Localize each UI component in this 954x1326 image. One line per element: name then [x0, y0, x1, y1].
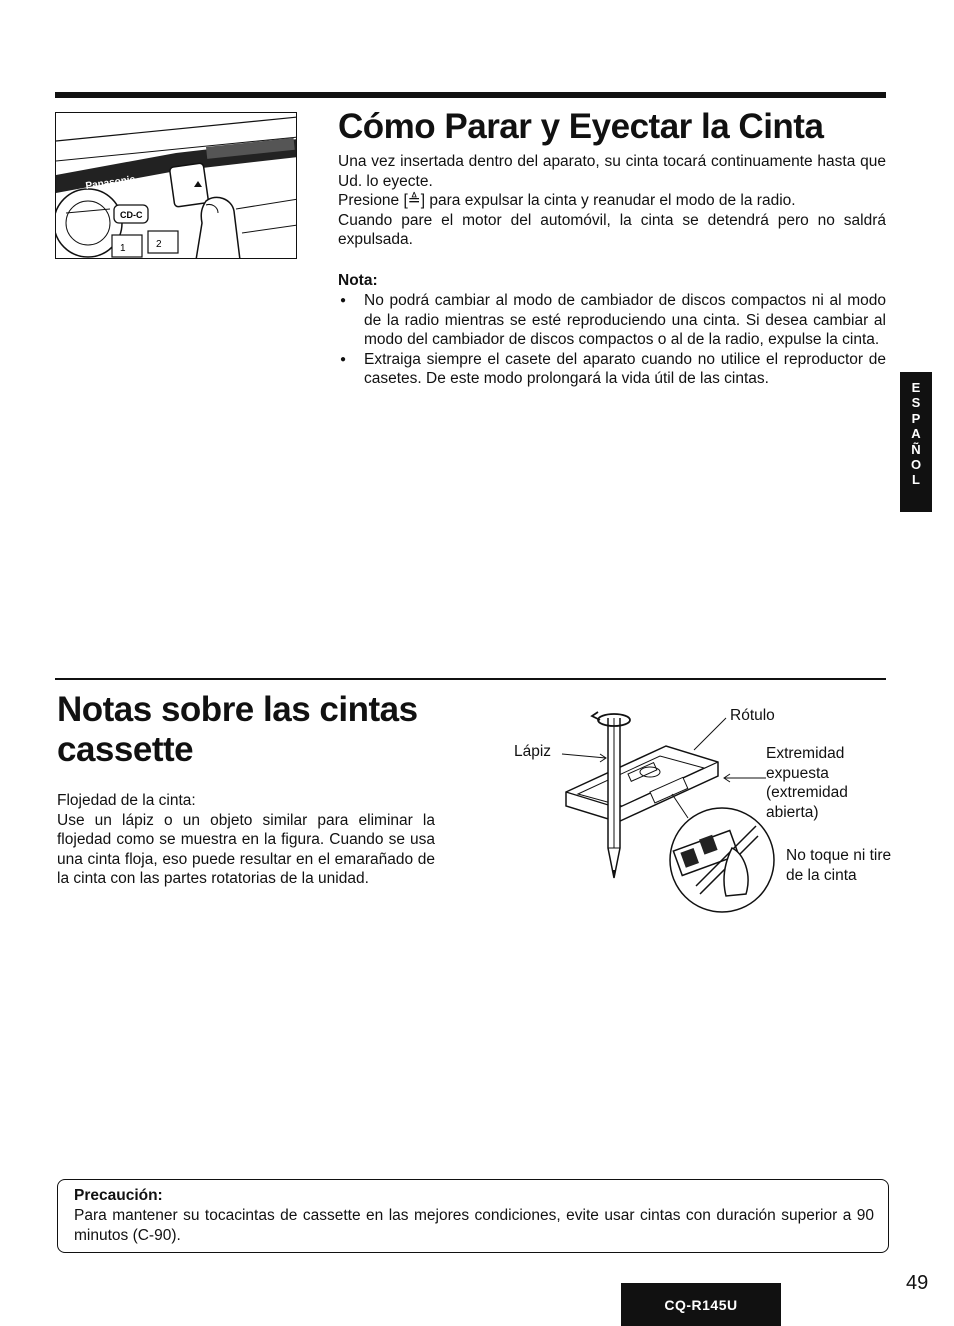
label-exposed-end: Extremidad expuesta (extremidad abierta)	[766, 745, 848, 821]
preset-1-label: 1	[120, 243, 126, 254]
side-tab-letter: Ñ	[911, 441, 921, 457]
side-tab-letter: A	[911, 426, 921, 442]
top-rule	[55, 92, 886, 98]
side-tab-letter: E	[911, 380, 921, 395]
section-body-cassette-notes	[57, 791, 435, 889]
caution-box	[57, 1179, 889, 1253]
section-title-stop-eject: Cómo Parar y Eyectar la Cinta	[338, 107, 824, 146]
paragraph: Una vez insertada dentro del aparato, su cinta tocará continuamente hasta que Ud. lo eyecte.	[338, 153, 886, 190]
note-label: Nota:	[338, 272, 378, 289]
caution-text: Para mantener su tocacintas de cassette en las mejores condiciones, evite usar cintas con duración superior a 90 minutos (C-90).	[74, 1207, 874, 1244]
paragraph: Presione [≜] para expulsar la cinta y reanudar el modo de la radio.	[338, 192, 796, 210]
language-side-tab	[900, 372, 932, 512]
section-divider	[55, 678, 886, 680]
radio-eject-drawing	[56, 113, 297, 259]
side-tab-letter: O	[910, 457, 922, 473]
note-list	[338, 291, 886, 389]
caution-title: Precaución:	[74, 1187, 163, 1204]
section-body-stop-eject	[338, 152, 886, 250]
subhead: Flojedad de la cinta:	[57, 792, 196, 809]
preset-2-label: 2	[156, 239, 162, 250]
side-tab-letter: L	[912, 472, 920, 488]
side-tab-letter: S	[911, 395, 921, 411]
cassette-pencil-illustration	[500, 698, 920, 928]
note-item: ● Extraiga siempre el casete del aparato cuando no utilice el reproductor de casetes. De este modo prolongará la vida útil de las cintas.	[338, 350, 886, 389]
page-number: 49	[906, 1272, 929, 1294]
side-tab-letter: P	[911, 410, 921, 426]
brand-label: Panasonic	[84, 174, 136, 192]
cassette-pencil-drawing	[500, 698, 920, 928]
note-item: ● No podrá cambiar al modo de cambiador de discos compactos ni al modo de la radio mientras se esté reproduciendo una cinta. Si desea cambiar al modo del cambiador de discos compactos o al de la radio, expulse la cinta.	[338, 291, 886, 350]
paragraph: Cuando pare el motor del automóvil, la cinta se detendrá pero no saldrá expulsada.	[338, 211, 886, 249]
label-do-not-touch: No toque ni tire de la cinta	[786, 847, 892, 884]
cdc-button-label: CD-C	[120, 210, 143, 220]
label-tape-label: Rótulo	[730, 707, 775, 724]
radio-eject-illustration	[55, 112, 297, 259]
paragraph: Use un lápiz o un objeto similar para eliminar la flojedad como se muestra en la figura. Cuando se usa una cinta floja, eso puede resultar en el emarañado de la cinta con las partes rotatorias de la unidad.	[57, 811, 435, 888]
section-title-cassette-notes: Notas sobre las cintas cassette	[57, 690, 418, 769]
model-badge: CQ-R145U	[621, 1283, 781, 1326]
label-pencil: Lápiz	[514, 743, 552, 760]
